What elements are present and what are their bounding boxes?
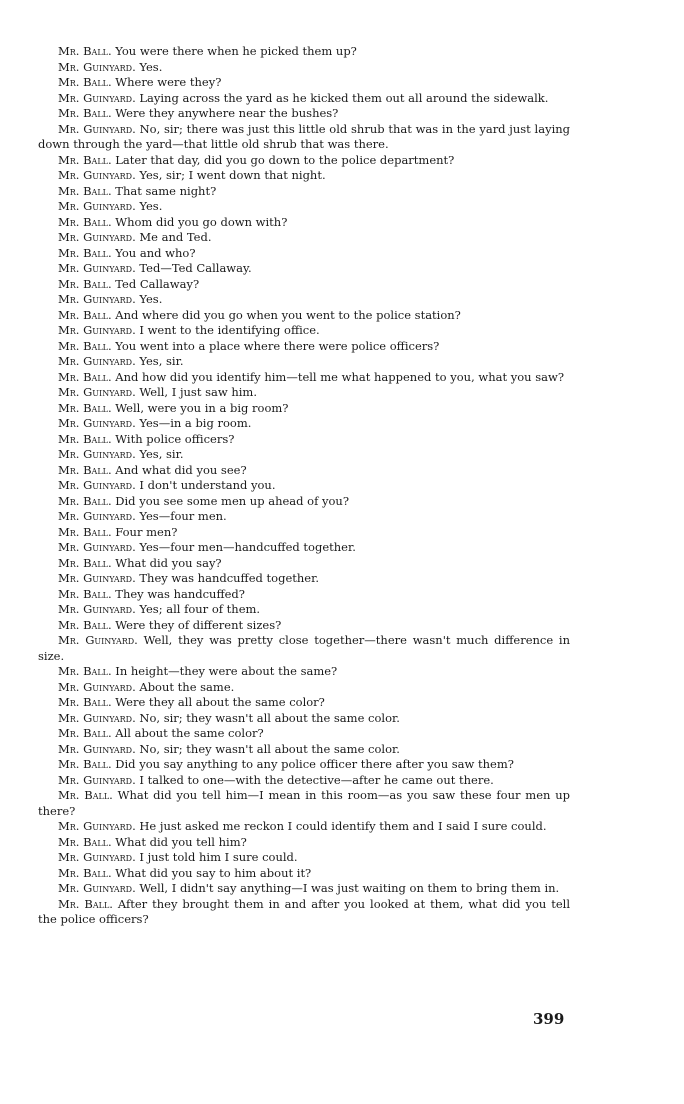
testimony-text: I went to the identifying office. [139, 323, 320, 337]
testimony-text: About the same. [139, 679, 235, 694]
testimony-text: I talked to one—with the detective—after he came out there. [139, 772, 494, 787]
speaker-label: Mr. Guinyard. [58, 633, 138, 647]
speaker-label: Mr. Ball. [58, 695, 112, 709]
speaker-label: Mr. Guinyard. [58, 478, 136, 492]
speaker-label: Mr. Guinyard. [58, 59, 136, 74]
testimony-text: Were they all about the same color? [115, 695, 325, 709]
testimony-text: Yes—four men—handcuffed together. [139, 540, 356, 554]
testimony-line [38, 230, 570, 246]
testimony-text: With police officers? [115, 431, 235, 446]
testimony-text: Were they anywhere near the bushes? [115, 106, 339, 120]
testimony-line [38, 261, 570, 277]
testimony-line [38, 463, 570, 479]
testimony-line [38, 153, 570, 169]
testimony-line [38, 850, 570, 866]
testimony-text: Yes, sir. [139, 447, 184, 461]
transcript-page [38, 44, 570, 928]
testimony-line [38, 91, 570, 107]
testimony-line [38, 246, 570, 262]
testimony-text: Ted—Ted Callaway. [139, 261, 252, 275]
testimony-line [38, 122, 570, 153]
speaker-label: Mr. Guinyard. [58, 230, 136, 244]
speaker-label: Mr. Guinyard. [58, 292, 136, 306]
testimony-line [38, 432, 570, 448]
speaker-label: Mr. Guinyard. [58, 710, 136, 725]
testimony-text: Yes. [139, 59, 163, 74]
testimony-text: After they brought them in and after you looked at them, what did you tell the police officers? [38, 896, 571, 926]
testimony-text: No, sir; they wasn't all about the same color. [139, 710, 400, 725]
testimony-text: You were there when he picked them up? [115, 44, 357, 58]
testimony-text: Did you see some men up ahead of you? [115, 493, 350, 508]
testimony-line [38, 323, 570, 339]
testimony-text: In height—they were about the same? [115, 664, 338, 678]
testimony-line [38, 215, 570, 231]
speaker-label: Mr. Ball. [58, 462, 112, 477]
speaker-label: Mr. Ball. [58, 369, 112, 384]
speaker-label: Mr. Guinyard. [58, 261, 136, 275]
speaker-label: Mr. Ball. [58, 617, 112, 632]
testimony-text: What did you tell him? [115, 834, 247, 849]
testimony-line [38, 788, 570, 819]
testimony-text: No, sir; they wasn't all about the same color. [139, 741, 400, 756]
speaker-label: Mr. Ball. [58, 214, 112, 229]
testimony-text: I don't understand you. [139, 478, 276, 492]
speaker-label: Mr. Ball. [58, 726, 112, 740]
testimony-line [38, 773, 570, 789]
testimony-line [38, 277, 570, 293]
speaker-label: Mr. Ball. [58, 586, 112, 601]
testimony-text: Yes—four men. [139, 509, 227, 523]
testimony-line [38, 819, 570, 835]
speaker-label: Mr. Guinyard. [58, 881, 136, 895]
page-number: 399 [533, 1010, 565, 1028]
testimony-text: All about the same color? [115, 726, 264, 740]
speaker-label: Mr. Ball. [58, 664, 112, 678]
testimony-line [38, 664, 570, 680]
speaker-label: Mr. Ball. [58, 896, 113, 911]
speaker-label: Mr. Ball. [58, 183, 112, 198]
speaker-label: Mr. Ball. [58, 400, 112, 415]
testimony-line [38, 866, 570, 882]
testimony-text: Ted Callaway? [115, 276, 200, 291]
testimony-line [38, 897, 570, 928]
speaker-label: Mr. Guinyard. [58, 168, 136, 182]
testimony-text: Well, they was pretty close together—there wasn't much difference in size. [38, 633, 571, 663]
testimony-text: Where were they? [115, 75, 222, 89]
speaker-label: Mr. Ball. [58, 44, 112, 58]
speaker-label: Mr. Guinyard. [58, 850, 136, 864]
testimony-line [38, 618, 570, 634]
speaker-label: Mr. Ball. [58, 75, 112, 89]
testimony-line [38, 711, 570, 727]
speaker-label: Mr. Guinyard. [58, 679, 136, 694]
speaker-label: Mr. Guinyard. [58, 447, 136, 461]
testimony-text: You and who? [115, 245, 196, 260]
speaker-label: Mr. Ball. [58, 245, 112, 260]
testimony-line [38, 726, 570, 742]
testimony-line [38, 571, 570, 587]
speaker-label: Mr. Ball. [58, 524, 112, 539]
speaker-label: Mr. Guinyard. [58, 741, 136, 756]
testimony-line [38, 509, 570, 525]
testimony-line [38, 370, 570, 386]
testimony-text: Well, I just saw him. [139, 385, 257, 399]
testimony-line [38, 401, 570, 417]
testimony-line [38, 308, 570, 324]
testimony-line [38, 525, 570, 541]
testimony-text: That same night? [115, 183, 217, 198]
speaker-label: Mr. Ball. [58, 338, 112, 353]
speaker-label: Mr. Ball. [58, 555, 112, 570]
testimony-line [38, 742, 570, 758]
testimony-text: I just told him I sure could. [139, 850, 298, 864]
speaker-label: Mr. Ball. [58, 307, 112, 322]
testimony-line [38, 354, 570, 370]
speaker-label: Mr. Guinyard. [58, 602, 136, 616]
testimony-line [38, 447, 570, 463]
testimony-line [38, 292, 570, 308]
testimony-text: They was handcuffed? [115, 586, 245, 601]
speaker-label: Mr. Guinyard. [58, 199, 136, 213]
speaker-label: Mr. Guinyard. [58, 354, 136, 368]
speaker-label: Mr. Guinyard. [58, 509, 136, 523]
testimony-text: Whom did you go down with? [115, 214, 288, 229]
testimony-line [38, 680, 570, 696]
speaker-label: Mr. Guinyard. [58, 385, 136, 399]
testimony-text: Were they of different sizes? [115, 617, 282, 632]
testimony-text: No, sir; there was just this little old shrub that was in the yard just laying down through the yard—that little old shrub that was there. [38, 121, 571, 151]
testimony-text: What did you tell him—I mean in this room—as you saw these four men up there? [38, 788, 570, 818]
testimony-line [38, 184, 570, 200]
testimony-line [38, 199, 570, 215]
testimony-line [38, 44, 570, 60]
testimony-text: What did you say to him about it? [115, 865, 312, 880]
testimony-text: Yes, sir. [139, 354, 184, 368]
testimony-text: Laying across the yard as he kicked them out all around the sidewalk. [139, 90, 549, 105]
speaker-label: Mr. Ball. [58, 788, 113, 802]
testimony-text: Yes; all four of them. [139, 602, 261, 616]
testimony-text: What did you say? [115, 555, 222, 570]
testimony-text: And where did you go when you went to the police station? [115, 307, 461, 322]
testimony-line [38, 540, 570, 556]
testimony-line [38, 835, 570, 851]
speaker-label: Mr. Ball. [58, 834, 112, 849]
testimony-line [38, 494, 570, 510]
speaker-label: Mr. Guinyard. [58, 90, 136, 105]
testimony-text: He just asked me reckon I could identify them and I said I sure could. [139, 819, 547, 833]
testimony-text: You went into a place where there were police officers? [115, 338, 440, 353]
testimony-line [38, 168, 570, 184]
speaker-label: Mr. Ball. [58, 757, 112, 771]
testimony-text: Yes. [139, 199, 163, 213]
speaker-label: Mr. Guinyard. [58, 540, 136, 554]
testimony-text: Yes—in a big room. [139, 416, 252, 430]
testimony-text: Yes, sir; I went down that night. [139, 168, 326, 182]
speaker-label: Mr. Guinyard. [58, 121, 136, 136]
testimony-line [38, 478, 570, 494]
testimony-text: Later that day, did you go down to the police department? [115, 152, 455, 167]
testimony-line [38, 695, 570, 711]
testimony-line [38, 75, 570, 91]
testimony-line [38, 106, 570, 122]
testimony-text: Well, I didn't say anything—I was just waiting on them to bring them in. [139, 881, 560, 895]
testimony-line [38, 757, 570, 773]
testimony-text: Did you say anything to any police officer there after you saw them? [115, 757, 514, 771]
speaker-label: Mr. Guinyard. [58, 819, 136, 833]
testimony-line [38, 339, 570, 355]
testimony-line [38, 602, 570, 618]
speaker-label: Mr. Ball. [58, 106, 112, 120]
speaker-label: Mr. Guinyard. [58, 772, 136, 787]
speaker-label: Mr. Guinyard. [58, 323, 136, 337]
testimony-text: Well, were you in a big room? [115, 400, 289, 415]
speaker-label: Mr. Guinyard. [58, 571, 136, 585]
testimony-line [38, 633, 570, 664]
speaker-label: Mr. Ball. [58, 493, 112, 508]
testimony-text: Me and Ted. [139, 230, 212, 244]
testimony-line [38, 556, 570, 572]
testimony-line [38, 587, 570, 603]
testimony-text: Four men? [115, 524, 178, 539]
speaker-label: Mr. Guinyard. [58, 416, 136, 430]
speaker-label: Mr. Ball. [58, 276, 112, 291]
speaker-label: Mr. Ball. [58, 431, 112, 446]
testimony-text: Yes. [139, 292, 163, 306]
testimony-text: They was handcuffed together. [139, 571, 319, 585]
testimony-text: And how did you identify him—tell me what happened to you, what you saw? [115, 369, 565, 384]
testimony-text: And what did you see? [115, 462, 247, 477]
speaker-label: Mr. Ball. [58, 152, 112, 167]
testimony-line [38, 60, 570, 76]
testimony-line [38, 385, 570, 401]
testimony-line [38, 416, 570, 432]
speaker-label: Mr. Ball. [58, 865, 112, 880]
testimony-line [38, 881, 570, 897]
